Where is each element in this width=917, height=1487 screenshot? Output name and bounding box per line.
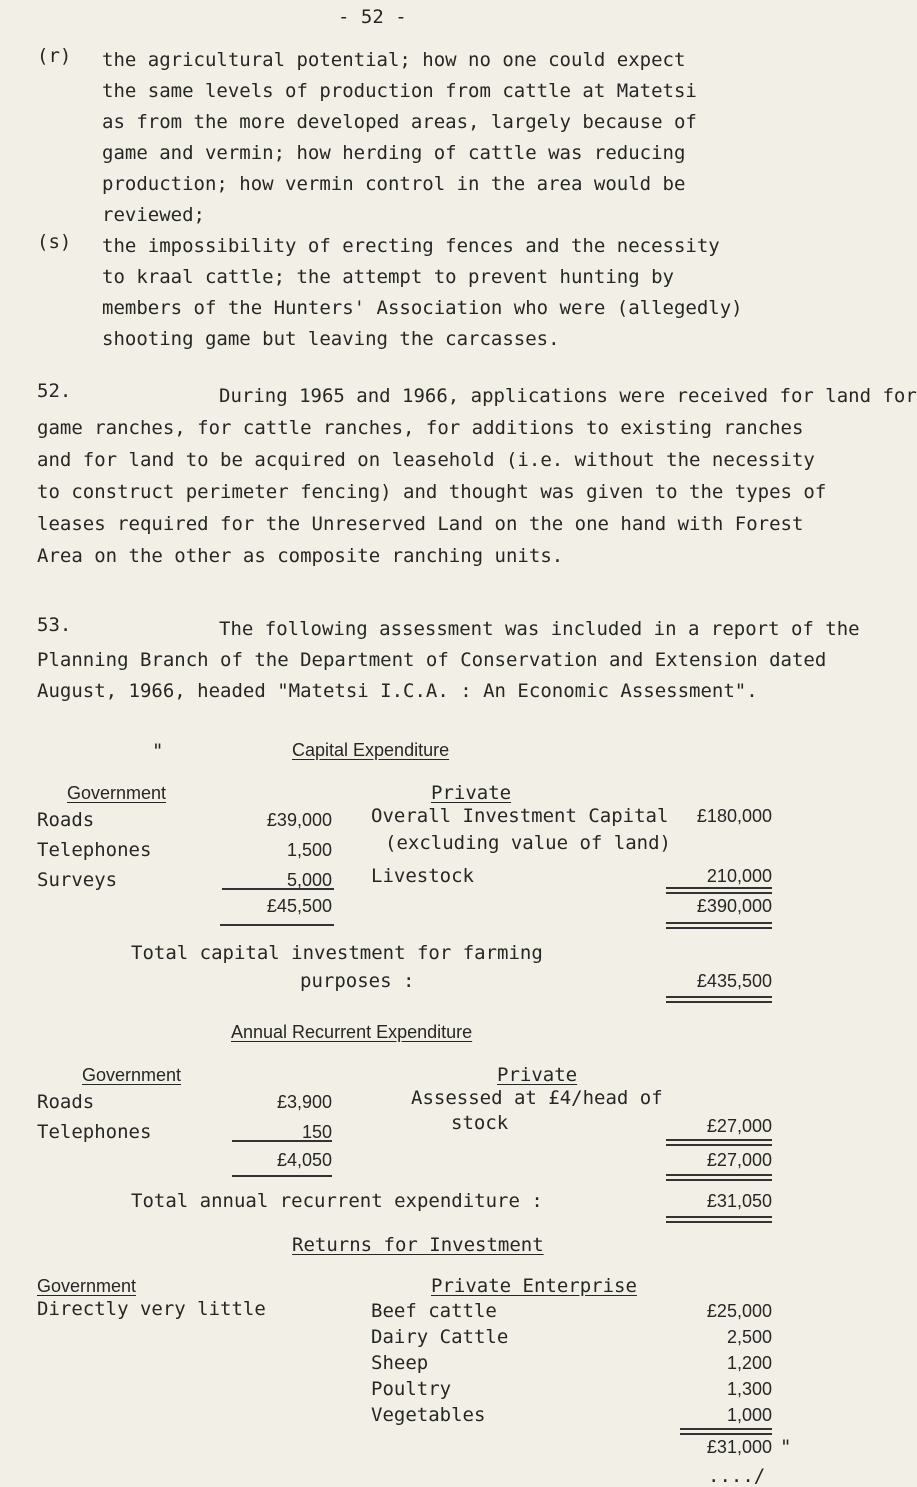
capital-private-total: £390,000 <box>696 896 772 916</box>
recurrent-government-total: £4,050 <box>276 1150 332 1170</box>
recurrent-private-label-2: stock <box>451 1112 509 1134</box>
recurrent-government-total-rule <box>232 1175 332 1177</box>
capital-private-row2-value: 210,000 <box>706 866 772 886</box>
recurrent-private-total: £27,000 <box>706 1150 772 1170</box>
recurrent-private-value: £27,000 <box>706 1116 772 1136</box>
recurrent-total-rule <box>666 1216 772 1223</box>
capital-government-labels: Roads Telephones Surveys <box>37 809 152 891</box>
returns-private-heading: Private Enterprise <box>431 1275 637 1297</box>
capital-government-heading: Government <box>67 783 167 803</box>
recurrent-government-subtotal-rule <box>232 1140 332 1142</box>
recurrent-government-values: £3,900 150 <box>276 1092 332 1142</box>
recurrent-heading: Annual Recurrent Expenditure <box>231 1022 473 1042</box>
open-quote: " <box>152 740 164 762</box>
capital-private-row1-note: (excluding value of land) <box>385 832 671 854</box>
recurrent-private-total-rule <box>666 1174 772 1181</box>
item-s-label: (s) <box>37 231 72 253</box>
recurrent-private-label-1: Assessed at £4/head of <box>411 1087 663 1109</box>
recurrent-government-heading: Government <box>82 1065 182 1085</box>
capital-private-subtotal-rule <box>666 887 772 894</box>
recurrent-government-labels: Roads Telephones <box>37 1091 152 1143</box>
page-number: - 52 - <box>338 6 407 28</box>
capital-total-value: £435,500 <box>696 971 772 991</box>
capital-government-values: £39,000 1,500 5,000 <box>266 810 332 890</box>
capital-private-row1-value: £180,000 <box>696 806 772 826</box>
recurrent-total-label: Total annual recurrent expenditure : <box>131 1190 543 1212</box>
returns-government-heading: Government <box>37 1276 137 1296</box>
returns-private-values: £25,000 2,500 1,200 1,300 1,000 <box>706 1301 772 1425</box>
close-quote: " <box>780 1436 792 1458</box>
capital-total-label-2: purposes : <box>300 970 415 992</box>
item-r-text: the agricultural potential; how no one could expect the same levels of production from cattle at Matetsi as from the more developed areas, largely because of game and vermin; how herding of cattle was reducing production; how vermin control in the area would be reviewed; <box>102 49 697 226</box>
paragraph-53-number: 53. <box>37 614 72 636</box>
item-s-text: the impossibility of erecting fences and the necessity to kraal cattle; the attempt to prevent hunting by members of the Hunters' Association who were (allegedly) shooting game but leaving the carcasses. <box>102 235 743 350</box>
capital-private-row2-label: Livestock <box>371 865 474 887</box>
recurrent-private-heading: Private <box>497 1064 578 1086</box>
capital-government-total: £45,500 <box>266 896 332 916</box>
capital-total-label-1: Total capital investment for farming <box>131 942 543 964</box>
returns-government-text: Directly very little <box>37 1298 266 1320</box>
capital-total-rule <box>666 996 772 1003</box>
item-r-label: (r) <box>37 45 72 67</box>
returns-total: £31,000 <box>706 1437 772 1457</box>
returns-heading: Returns for Investment <box>292 1234 544 1256</box>
recurrent-private-subtotal-rule <box>666 1139 772 1146</box>
returns-private-labels: Beef cattle Dairy Cattle Sheep Poultry Vegetables <box>371 1300 509 1426</box>
continuation-mark: ..../ <box>708 1465 766 1487</box>
paragraph-52-text: During 1965 and 1966, applications were received for land for game ranches, for cattle ranches, for additions to existing ranches and for land to be acquired on leasehold (i.e. without the necessity to construct perimeter fencing) and thought was given to the types of leases required for the Unreserved Land on the one hand with Forest Area on the other as composite ranching units. <box>37 385 917 567</box>
capital-government-total-rule <box>220 924 334 926</box>
paragraph-52-number: 52. <box>37 380 72 402</box>
capital-private-total-rule <box>666 922 772 929</box>
capital-private-row1-label: Overall Investment Capital <box>371 805 669 827</box>
paragraph-53-text: The following assessment was included in a report of the Planning Branch of the Department of Conservation and Extension dated August, 1966, headed "Matetsi I.C.A. : An Economic Assessment". <box>37 618 860 702</box>
capital-heading: Capital Expenditure <box>292 740 450 760</box>
capital-private-heading: Private <box>431 782 512 804</box>
returns-subtotal-rule <box>680 1428 772 1435</box>
recurrent-total-value: £31,050 <box>706 1191 772 1211</box>
capital-government-subtotal-rule <box>222 888 334 890</box>
